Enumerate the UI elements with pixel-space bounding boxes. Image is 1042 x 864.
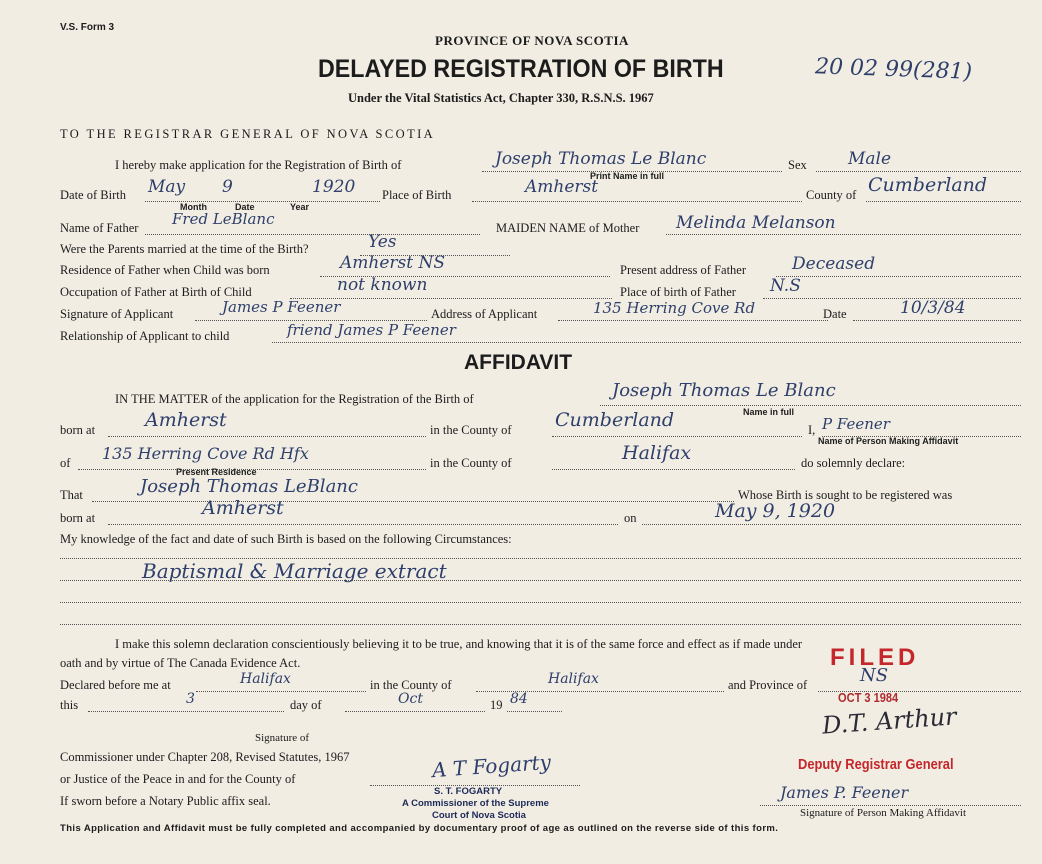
mother-value: Melinda Melanson	[676, 213, 836, 233]
occupation-value: not known	[337, 275, 428, 295]
day-of-label: day of	[290, 698, 322, 712]
commissioner-stamp-name: S. T. FOGARTY	[434, 786, 503, 797]
province-value: NS	[860, 665, 889, 686]
address-label: Address of Applicant	[431, 307, 538, 321]
year-suffix-value: 84	[510, 691, 528, 707]
notary-label: If sworn before a Notary Public affix seal.	[60, 794, 271, 808]
pob-label: Place of Birth	[382, 188, 452, 202]
declared-at-value: Halifax	[240, 671, 291, 687]
on-date-value: May 9, 1920	[715, 500, 836, 522]
present-address-value: Deceased	[792, 254, 876, 274]
print-name-hint: Print Name in full	[590, 171, 665, 181]
form-number: V.S. Form 3	[60, 22, 115, 33]
commissioner-signature: A T Fogarty	[431, 749, 552, 783]
father-value: Fred LeBlanc	[172, 210, 275, 228]
person-sig-hint: Signature of Person Making Affidavit	[800, 807, 966, 819]
declaration-line-1: I make this solemn declaration conscientiously believing it to be true, and knowing that it is of the same force and effect as if made under	[115, 637, 803, 651]
date-value: 10/3/84	[900, 298, 966, 318]
of-address-value: 135 Herring Cove Rd Hfx	[102, 444, 309, 463]
born-at-value: Amherst	[145, 409, 227, 431]
that-name-value: Joseph Thomas LeBlanc	[140, 476, 358, 497]
dob-month-value: May	[148, 177, 186, 197]
day-value: 3	[186, 691, 195, 707]
commissioner-label: Commissioner under Chapter 208, Revised Statutes, 1967	[60, 750, 350, 764]
deputy-signature: D.T. Arthur	[821, 702, 958, 740]
of-label: of	[60, 456, 71, 470]
married-label: Were the Parents married at the time of the Birth?	[60, 242, 309, 256]
declared-label: Declared before me at	[60, 678, 171, 692]
signature-value: James P Feener	[222, 298, 341, 316]
this-label: this	[60, 698, 79, 712]
relationship-label: Relationship of Applicant to child	[60, 329, 230, 343]
footer-note: This Application and Affidavit must be fully completed and accompanied by documentary proof of age as outlined on the reverse side of this form.	[60, 823, 779, 834]
occupation-label: Occupation of Father at Birth of Child	[60, 285, 252, 299]
in-county-label: in the County of	[430, 423, 512, 437]
commissioner-stamp-court: Court of Nova Scotia	[432, 810, 526, 821]
file-number: 20 02 99(281)	[814, 54, 973, 85]
sex-value: Male	[848, 149, 892, 169]
sig-of-label: Signature of	[255, 732, 310, 744]
justice-label: or Justice of the Peace in and for the County of	[60, 772, 296, 786]
name-full-hint: Name in full	[743, 407, 795, 417]
signature-label: Signature of Applicant	[60, 307, 174, 321]
child-name-value: Joseph Thomas Le Blanc	[495, 149, 707, 169]
on-label: on	[624, 511, 637, 525]
commissioner-stamp-title: A Commissioner of the Supreme	[402, 798, 549, 809]
declaration-line-2: oath and by virtue of The Canada Evidence Act.	[60, 656, 301, 670]
county-label: County of	[806, 188, 857, 202]
dob-label: Date of Birth	[60, 188, 126, 202]
county3-value: Halifax	[548, 671, 599, 687]
deputy-registrar-stamp: Deputy Registrar General	[798, 756, 954, 773]
born-at-label: born at	[60, 423, 96, 437]
form-subtitle: Under the Vital Statistics Act, Chapter 330, R.S.N.S. 1967	[348, 91, 654, 105]
affidavit-child-value: Joseph Thomas Le Blanc	[612, 380, 836, 401]
date-hint: Date	[235, 202, 255, 212]
county-value-aff: Cumberland	[555, 409, 675, 431]
born-at2-value: Amherst	[202, 497, 284, 519]
to-registrar: TO THE REGISTRAR GENERAL OF NOVA SCOTIA	[60, 127, 436, 141]
father-pob-label: Place of birth of Father	[620, 285, 736, 299]
i-label: I,	[808, 423, 816, 437]
residence-hint: Present Residence	[176, 467, 257, 477]
declare-label: do solemnly declare:	[801, 456, 906, 470]
year-prefix: 19	[490, 698, 503, 712]
present-address-label: Present address of Father	[620, 263, 747, 277]
filed-date-stamp: OCT 3 1984	[838, 690, 899, 705]
circumstances-value: Baptismal & Marriage extract	[142, 559, 447, 583]
province-label: and Province of	[728, 678, 808, 692]
matter-label: IN THE MATTER of the application for the Registration of the Birth of	[115, 392, 474, 406]
father-pob-value: N.S	[770, 276, 801, 296]
dob-year-value: 1920	[312, 177, 356, 197]
that-label: That	[60, 488, 83, 502]
person-value: P Feener	[822, 415, 890, 433]
filed-stamp: FILED	[830, 644, 920, 671]
married-value: Yes	[368, 232, 397, 252]
residence-label: Residence of Father when Child was born	[60, 263, 270, 277]
in-county2-label: in the County of	[430, 456, 512, 470]
month-hint: Month	[180, 202, 207, 212]
residence-value: Amherst NS	[340, 253, 446, 273]
intro-label: I hereby make application for the Registration of Birth of	[115, 158, 402, 172]
county-value: Cumberland	[868, 174, 988, 196]
address-value: 135 Herring Cove Rd	[593, 299, 756, 317]
year-hint: Year	[290, 202, 310, 212]
whose-label: Whose Birth is sought to be registered was	[738, 488, 953, 502]
father-label: Name of Father	[60, 221, 139, 235]
affidavit-heading: AFFIDAVIT	[464, 351, 573, 374]
county2-value: Halifax	[622, 442, 692, 464]
relationship-value: friend James P Feener	[287, 321, 456, 339]
person-signature: James P. Feener	[780, 783, 909, 802]
date-label: Date	[823, 307, 847, 321]
pob-value: Amherst	[525, 177, 599, 197]
person-hint: Name of Person Making Affidavit	[818, 436, 959, 446]
form-title: DELAYED REGISTRATION OF BIRTH	[318, 55, 724, 83]
county3-label: in the County of	[370, 678, 452, 692]
mother-label: MAIDEN NAME of Mother	[496, 221, 640, 235]
knowledge-label: My knowledge of the fact and date of such Birth is based on the following Circumstances:	[60, 532, 512, 546]
sex-label: Sex	[788, 158, 807, 172]
province-heading: PROVINCE OF NOVA SCOTIA	[435, 33, 629, 48]
born-at2-label: born at	[60, 511, 96, 525]
dob-date-value: 9	[222, 177, 233, 197]
month-value: Oct	[398, 691, 423, 707]
